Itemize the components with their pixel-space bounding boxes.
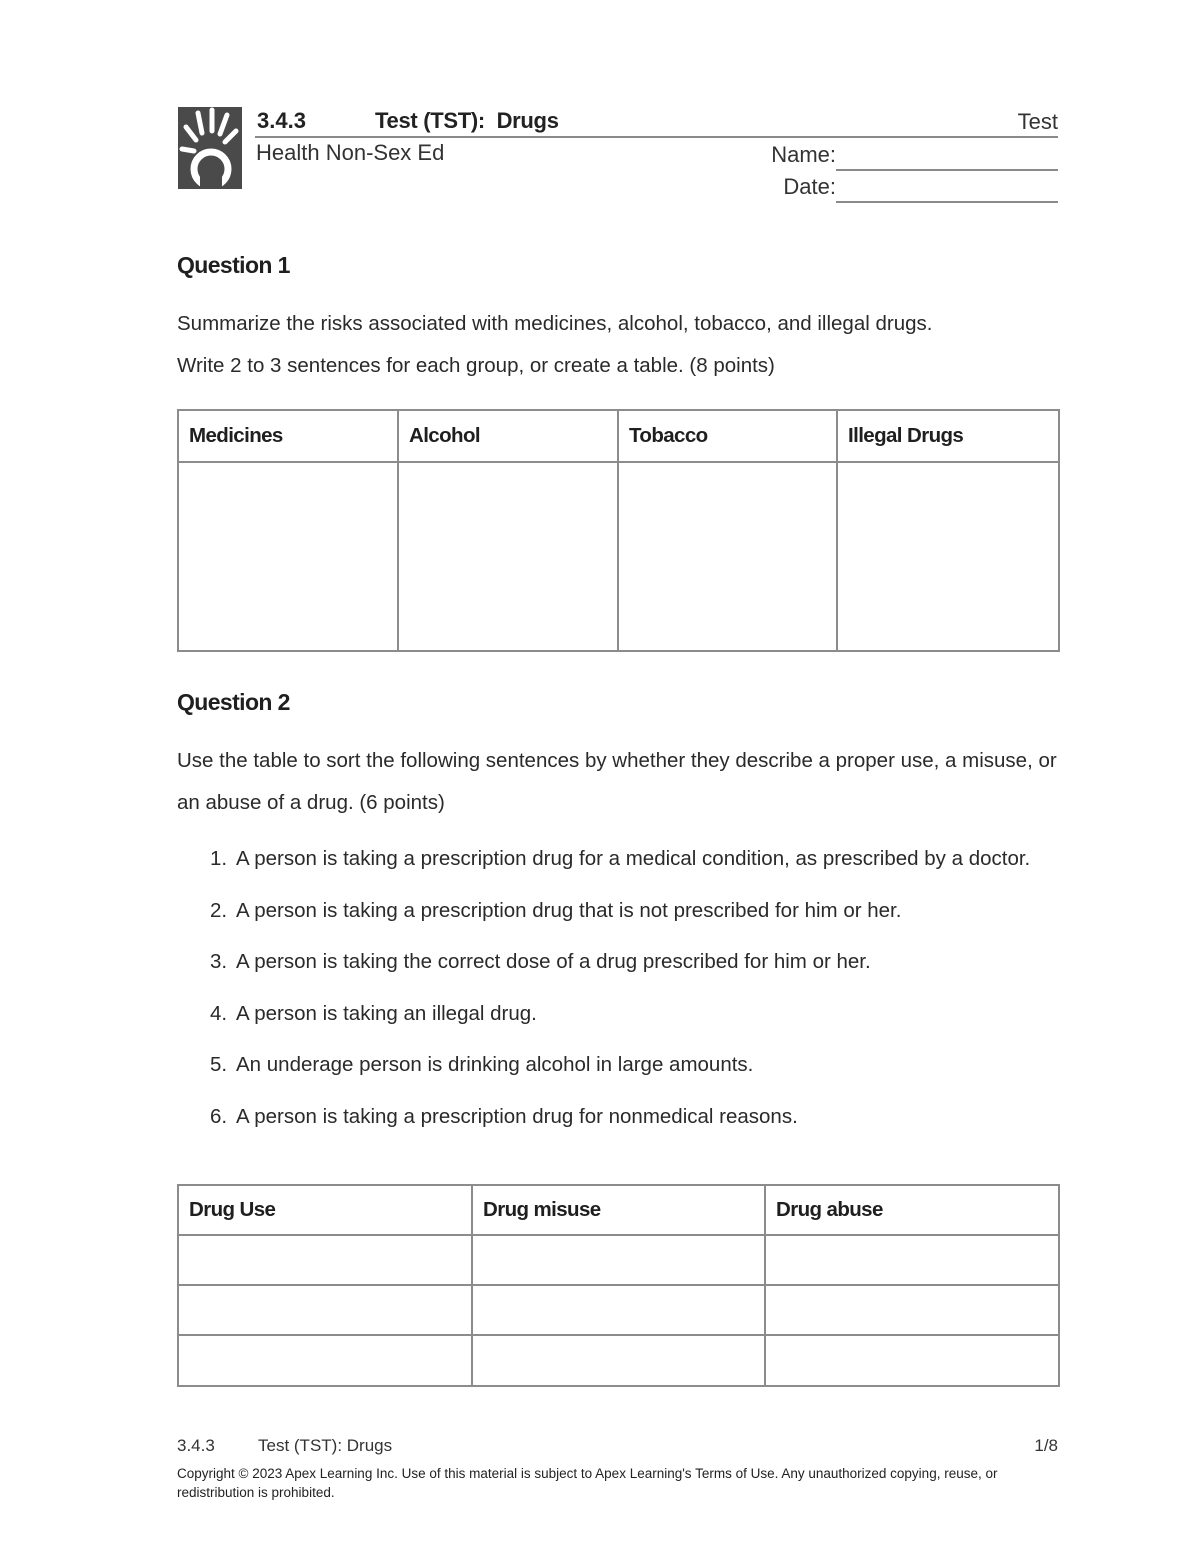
question-1-heading: Question 1 bbox=[177, 252, 290, 278]
answer-cell-medicines[interactable] bbox=[178, 462, 398, 651]
list-item-text: A person is taking a prescription drug that is not prescribed for him or her. bbox=[236, 898, 902, 922]
list-item-number: 5. bbox=[210, 1053, 228, 1076]
list-item bbox=[177, 1104, 1057, 1130]
table-header-alcohol: Alcohol bbox=[398, 410, 618, 462]
answer-cell-drug-abuse[interactable] bbox=[765, 1285, 1059, 1335]
footer-title: Test (TST): Drugs bbox=[258, 1436, 393, 1455]
list-item-number: 6. bbox=[210, 1104, 228, 1128]
question-2-table bbox=[177, 1184, 1060, 1387]
header-divider bbox=[255, 136, 1058, 138]
list-item-number: 1. bbox=[210, 847, 228, 870]
name-field[interactable] bbox=[836, 169, 1058, 171]
answer-cell-drug-misuse[interactable] bbox=[472, 1235, 765, 1285]
answer-cell-illegal-drugs[interactable] bbox=[837, 462, 1059, 651]
table-header-illegal-drugs: Illegal Drugs bbox=[837, 410, 1059, 462]
question-2-prompt: Use the table to sort the following sentences by whether they describe a proper use, a misuse, or an abuse of a drug. (6 points) bbox=[177, 749, 1057, 814]
list-item-text: A person is taking a prescription drug for a medical condition, as prescribed by a doctor. bbox=[236, 847, 1031, 870]
copyright-notice: Copyright © 2023 Apex Learning Inc. Use of this material is subject to Apex Learning's Terms of Use. Any unauthorized copying, reuse, or redistribution is prohibited. bbox=[177, 1466, 998, 1500]
answer-cell-drug-abuse[interactable] bbox=[765, 1335, 1059, 1386]
question-2-heading: Question 2 bbox=[177, 689, 290, 715]
answer-cell-drug-misuse[interactable] bbox=[472, 1285, 765, 1335]
date-label: Date: bbox=[783, 174, 836, 199]
header-doc-type: Test bbox=[1017, 109, 1058, 134]
table-header-tobacco: Tobacco bbox=[618, 410, 837, 462]
list-item bbox=[177, 898, 1057, 924]
header-course: Health Non-Sex Ed bbox=[256, 140, 445, 165]
header-lesson-number: 3.4.3 bbox=[257, 108, 306, 133]
date-field[interactable] bbox=[836, 201, 1058, 203]
list-item bbox=[177, 1052, 1057, 1078]
list-item bbox=[177, 1001, 1057, 1027]
question-1-prompt-line-1: Summarize the risks associated with medicines, alcohol, tobacco, and illegal drugs. bbox=[177, 312, 933, 335]
table-header-drug-use: Drug Use bbox=[178, 1185, 472, 1235]
table-header-drug-misuse: Drug misuse bbox=[472, 1185, 765, 1235]
list-item-text: An underage person is drinking alcohol in large amounts. bbox=[236, 1053, 754, 1076]
table-header-medicines: Medicines bbox=[178, 410, 398, 462]
answer-cell-drug-use[interactable] bbox=[178, 1285, 472, 1335]
list-item bbox=[177, 949, 1057, 975]
list-item-text: A person is taking the correct dose of a drug prescribed for him or her. bbox=[236, 950, 871, 973]
answer-cell-alcohol[interactable] bbox=[398, 462, 618, 651]
question-1-prompt-line-2: Write 2 to 3 sentences for each group, or create a table. (8 points) bbox=[177, 354, 775, 377]
answer-cell-tobacco[interactable] bbox=[618, 462, 837, 651]
answer-cell-drug-misuse[interactable] bbox=[472, 1335, 765, 1386]
apex-learning-logo bbox=[178, 107, 242, 189]
question-1-table bbox=[177, 409, 1060, 652]
list-item-text: A person is taking a prescription drug for nonmedical reasons. bbox=[236, 1104, 798, 1128]
list-item-number: 3. bbox=[210, 950, 228, 973]
list-item bbox=[177, 846, 1057, 872]
answer-cell-drug-use[interactable] bbox=[178, 1335, 472, 1386]
answer-cell-drug-abuse[interactable] bbox=[765, 1235, 1059, 1285]
list-item-text: A person is taking an illegal drug. bbox=[236, 1001, 537, 1025]
answer-cell-drug-use[interactable] bbox=[178, 1235, 472, 1285]
list-item-number: 4. bbox=[210, 1001, 228, 1025]
list-item-number: 2. bbox=[210, 898, 228, 922]
header-title: Test (TST): Drugs bbox=[375, 108, 559, 133]
question-2-sentence-list bbox=[177, 846, 1057, 1155]
table-header-drug-abuse: Drug abuse bbox=[765, 1185, 1059, 1235]
footer-lesson-number: 3.4.3 bbox=[177, 1436, 215, 1455]
name-label: Name: bbox=[771, 142, 836, 167]
page-number: 1/8 bbox=[1034, 1436, 1058, 1455]
